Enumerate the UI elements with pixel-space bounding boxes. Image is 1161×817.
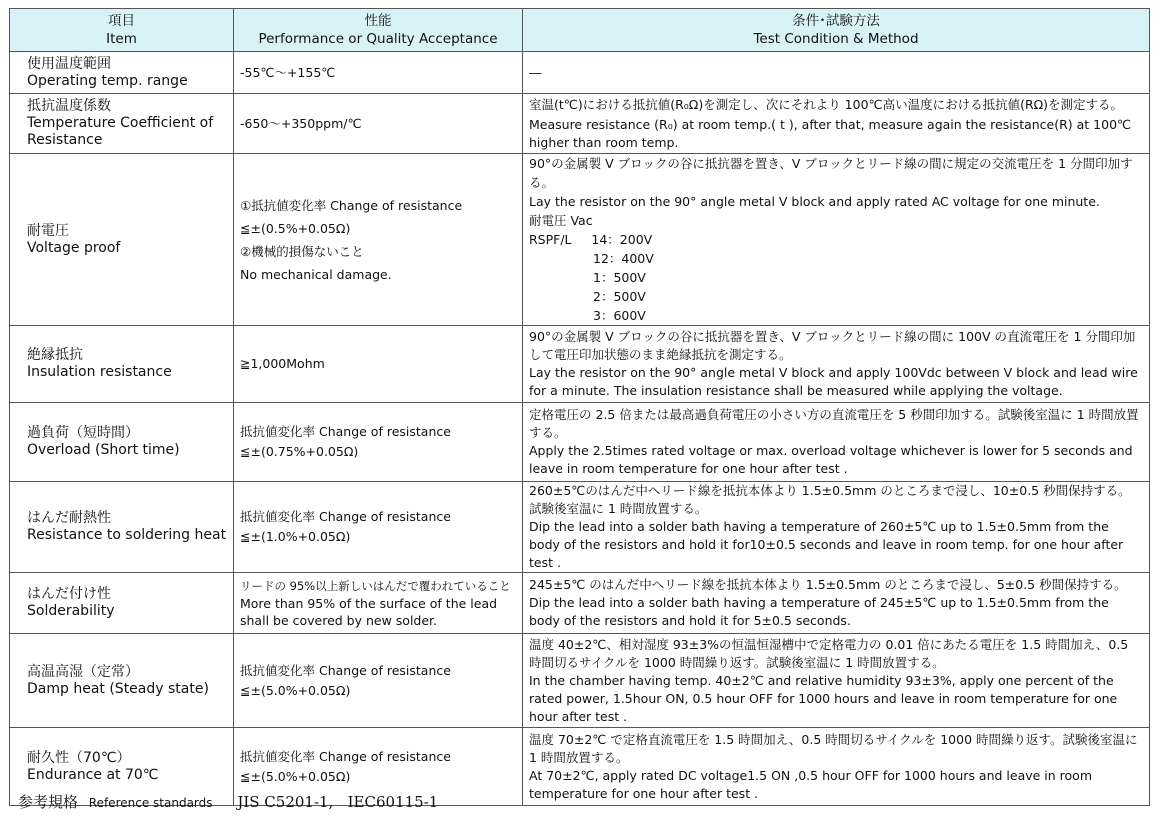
performance-cell — [234, 94, 523, 154]
condition-text-en: Dip the lead into a solder bath having a temperature of 245±5℃ up to 1.5±0.5mm from the body of the resistors and hold it for 5±0.5 seconds. — [529, 595, 1109, 628]
item-name-jp: 耐久性（70℃） — [27, 749, 131, 766]
item-cell — [10, 326, 234, 403]
table-row — [10, 482, 1150, 573]
header-condition — [523, 9, 1150, 52]
reference-standards — [18, 791, 438, 812]
item-cell — [10, 52, 234, 94]
table-row — [10, 634, 1150, 728]
header-performance — [234, 9, 523, 52]
performance-text: 抵抗値変化率 Change of resistance — [240, 509, 451, 524]
condition-cell — [523, 728, 1150, 806]
condition-text: ― — [529, 64, 542, 80]
item-name-en: Overload (Short time) — [27, 442, 180, 458]
reference-standards-list: JIS C5201-1, IEC60115-1 — [237, 793, 439, 811]
item-name-en: Damp heat (Steady state) — [27, 680, 209, 697]
condition-text-jp: 245±5℃ のはんだ中へリード線を抵抗本体より 1.5±0.5mm のところまで浸し、5±0.5 秒間保持する。 — [529, 577, 1127, 592]
header-condition-en: Test Condition & Method — [753, 31, 919, 47]
item-name-en: Endurance at 70℃ — [27, 766, 159, 783]
item-name-en: Insulation resistance — [27, 364, 172, 380]
condition-text-en: Lay the resistor on the 90° angle metal V block and apply rated AC voltage for one minute. — [529, 194, 1100, 209]
performance-text: 抵抗値変化率 Change of resistance — [240, 662, 451, 678]
condition-text-jp: 260±5℃のはんだ中へリード線を抵抗本体より 1.5±0.5mm のところまで浸し、10±0.5 秒間保持する。試験後室温に 1 時間放置する。 — [529, 483, 1131, 516]
header-condition-jp: 条件･試験方法 — [792, 13, 880, 29]
performance-text: 抵抗値変化率 Change of resistance — [240, 748, 451, 764]
voltage-value: 1：500V — [593, 270, 646, 285]
table-header-row — [10, 9, 1150, 52]
performance-cell — [234, 154, 523, 326]
voltage-value: 12：400V — [593, 251, 654, 266]
performance-cell — [234, 403, 523, 482]
performance-text: ≦±(0.75%+0.05Ω) — [240, 444, 359, 459]
header-item-en: Item — [106, 31, 137, 47]
performance-text: ≦±(5.0%+0.05Ω) — [240, 768, 351, 784]
item-name-jp: 絶縁抵抗 — [27, 347, 83, 363]
condition-text-en: Dip the lead into a solder bath having a temperature of 260±5℃ up to 1.5±0.5mm from the body of the resistors and hold it for10±0.5 seconds and leave in room temp. for one hour after test . — [529, 519, 1124, 570]
item-name-jp: 抵抗温度係数 — [27, 98, 111, 114]
item-name-en: Solderability — [27, 603, 115, 619]
voltage-value: 3：600V — [593, 308, 646, 323]
table-row — [10, 326, 1150, 403]
performance-text: ≦±(5.0%+0.05Ω) — [240, 682, 351, 698]
item-cell — [10, 403, 234, 482]
condition-text-en: Measure resistance (R₀) at room temp.( t ), after that, measure again the resistance(R) at 100℃ higher than room temp. — [529, 116, 1132, 150]
item-name-jp: 過負荷（短時間） — [27, 425, 139, 441]
item-cell — [10, 573, 234, 634]
performance-text: No mechanical damage. — [240, 266, 392, 282]
condition-cell — [523, 94, 1150, 154]
condition-cell — [523, 154, 1150, 326]
condition-text-en: Lay the resistor on the 90° angle metal V block and apply 100Vdc between V block and lead wire for a minute. The insulation resistance shall be measured while applying the voltage. — [529, 365, 1138, 398]
performance-text: ①抵抗値変化率 Change of resistance — [240, 197, 463, 213]
specification-table — [9, 8, 1150, 806]
reference-label-jp: 参考規格 — [18, 793, 79, 811]
performance-text: -650～+350ppm/℃ — [240, 115, 362, 131]
condition-text-en: In the chamber having temp. 40±2℃ and relative humidity 93±3%, apply one percent of the rated power, 1.5hour ON, 0.5 hour OFF for 1000 hours and leave in room temperature for one hour after test . — [529, 672, 1118, 724]
condition-cell — [523, 573, 1150, 634]
performance-text: ≦±(0.5%+0.05Ω) — [240, 220, 351, 236]
condition-cell — [523, 634, 1150, 728]
performance-text-jp: リードの 95%以上新しいはんだで覆われていること — [240, 578, 511, 593]
condition-cell — [523, 52, 1150, 94]
table-row — [10, 403, 1150, 482]
item-name-en: Temperature Coefficient of Resistance — [27, 115, 214, 148]
performance-text: 抵抗値変化率 Change of resistance — [240, 424, 451, 439]
table-row — [10, 573, 1150, 634]
item-name-en: Voltage proof — [27, 239, 121, 256]
performance-text-en: More than 95% of the surface of the lead shall be covered by new solder. — [240, 595, 498, 628]
item-name-jp: 使用温度範囲 — [27, 55, 111, 72]
condition-cell — [523, 326, 1150, 403]
item-name-en: Resistance to soldering heat — [27, 527, 227, 543]
table-row — [10, 94, 1150, 154]
condition-text-en: Apply the 2.5times rated voltage or max. overload voltage whichever is lower for 5 seconds and leave in room temperature for one hour after test . — [529, 443, 1133, 476]
condition-text-jp: 室温(t℃)における抵抗値(R₀Ω)を測定し、次にそれより 100℃高い温度における抵抗値(RΩ)を測定する。 — [529, 96, 1124, 112]
condition-text-jp: 90°の金属製 V ブロックの谷に抵抗器を置き、V ブロックとリード線の間に 100V の直流電圧を 1 分間印加して電圧印加状態のまま絶縁抵抗を測定する。 — [529, 329, 1136, 362]
table-row — [10, 154, 1150, 326]
header-performance-jp: 性能 — [364, 13, 392, 29]
item-name-jp: はんだ耐熱性 — [27, 510, 111, 526]
condition-text-jp: 温度 40±2℃、相対湿度 93±3%の恒温恒湿槽中で定格電力の 0.01 倍にあたる電圧を 1.5 時間加え、0.5 時間切るサイクルを 1000 時間繰り返す。試験後室温に 1 時間放置する。 — [529, 636, 1129, 670]
item-name-en: Operating temp. range — [27, 72, 188, 89]
item-cell — [10, 94, 234, 154]
voltage-value: 2：500V — [593, 289, 646, 304]
item-cell — [10, 482, 234, 573]
condition-text-en: At 70±2℃, apply rated DC voltage1.5 ON ,0.5 hour OFF for 1000 hours and leave in room temperature for one hour after test . — [529, 767, 1093, 801]
reference-label-en: Reference standards — [88, 796, 213, 810]
voltage-value: RSPF/L 14：200V — [529, 232, 653, 247]
condition-text-jp: 90°の金属製 V ブロックの谷に抵抗器を置き、V ブロックとリード線の間に規定の交流電圧を 1 分間印加する。 — [529, 156, 1133, 190]
performance-text: ≦±(1.0%+0.05Ω) — [240, 529, 351, 544]
performance-text: ②機械的損傷ないこと — [240, 243, 364, 259]
item-cell — [10, 634, 234, 728]
table-row — [10, 52, 1150, 94]
voltage-label: 耐電圧 Vac — [529, 213, 593, 228]
performance-cell — [234, 482, 523, 573]
performance-cell — [234, 573, 523, 634]
header-performance-en: Performance or Quality Acceptance — [258, 31, 498, 47]
performance-text: ≧1,000Mohm — [240, 356, 325, 371]
item-cell — [10, 154, 234, 326]
performance-text: -55℃～+155℃ — [240, 64, 336, 80]
item-name-jp: 耐電圧 — [27, 222, 69, 239]
header-item — [10, 9, 234, 52]
item-name-jp: 高温高湿（定常） — [27, 663, 139, 680]
performance-cell — [234, 634, 523, 728]
item-name-jp: はんだ付け性 — [27, 586, 111, 602]
condition-text-jp: 温度 70±2℃ で定格直流電圧を 1.5 時間加え、0.5 時間切るサイクルを 1000 時間繰り返す。試験後室温に 1 時間放置する。 — [529, 731, 1138, 765]
condition-cell — [523, 403, 1150, 482]
condition-cell — [523, 482, 1150, 573]
performance-cell — [234, 326, 523, 403]
performance-cell — [234, 52, 523, 94]
condition-text-jp: 定格電圧の 2.5 倍または最高過負荷電圧の小さい方の直流電圧を 5 秒間印加する。試験後室温に 1 時間放置する。 — [529, 407, 1139, 440]
header-item-jp: 項目 — [108, 13, 135, 29]
